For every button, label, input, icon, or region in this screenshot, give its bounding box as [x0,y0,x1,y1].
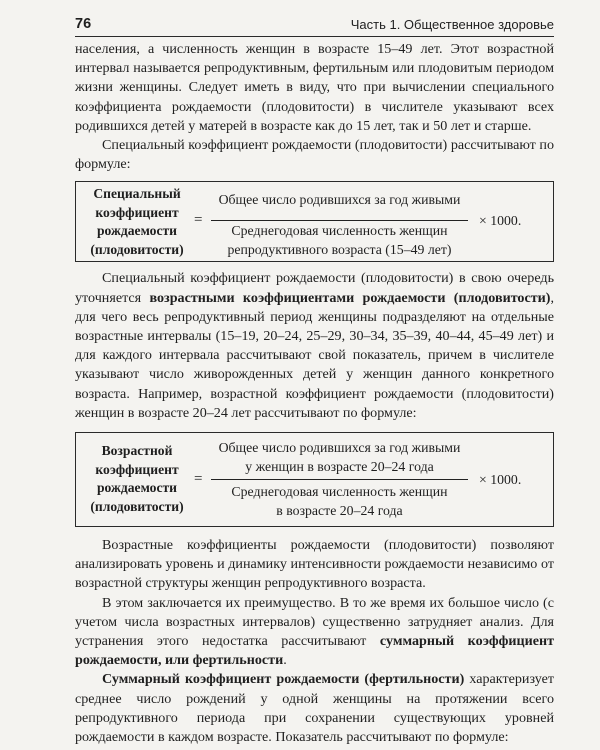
denominator-line: Среднегодовая численность женщин [231,484,448,500]
term-total-fertility-rate: суммарный коэффициент рождаемости, или фертильности [75,633,554,669]
denominator-line: Среднегодовая численность женщин [231,223,448,239]
formula-special-fertility-rate [75,181,554,262]
paragraph-age-specific-usage: Возрастные коэффициенты рождаемости (плодовитости) позволяют анализировать уровень и динамику интенсивности рождаемости независимо от возрастной структуры женщин репродуктивного возраста. [75,537,554,592]
paragraph-special-rate-intro: Специальный коэффициент рождаемости (плодовитости) рассчитывают по формуле: [75,137,554,173]
paragraph-total-fertility-rate [75,670,554,747]
multiplier: × 1000. [479,472,522,488]
text-run: В этом заключается их преимущество. В то же время их большое число (с учетом числа возрастных интервалов) существенно затрудняет анализ. Для устранения этого недостатка рассчитывают [75,594,554,650]
running-head: Часть 1. Общественное здоровье [350,17,554,32]
formula-age-specific-fertility-rate [75,432,554,527]
page-number: 76 [75,16,92,32]
equals-sign: = [194,212,203,229]
formula-label-line: коэффициент [95,461,179,477]
formula-label-line: Специальный [93,186,181,202]
text-run: характеризует среднее число рождений у одной женщины на протяжении всего репродуктивного периода при сохранении существующих уровней рождаемости в каждом возрасте. Показатель рассчитывают по формуле: [75,671,554,746]
term-total-fertility-rate-heading: Суммарный коэффициент рождаемости (фертильности) [102,671,465,688]
formula-label-line: Возрастной [101,443,173,459]
numerator-line: Общее число родившихся за год живыми [218,440,461,456]
formula-label-line: коэффициент [95,204,179,220]
paragraph-advantage [75,594,554,671]
formula-numerator [211,191,468,210]
numerator-line: у женщин в возрасте 20–24 года [245,458,434,474]
text-run: Специальный коэффициент рождаемости (плодовитости) в свою очередь уточняется [75,270,554,306]
formula-denominator [211,222,468,259]
formula-denominator [211,483,468,520]
equals-sign: = [194,471,203,488]
formula-label-line: (плодовитости) [90,241,184,257]
formula-label-line: рождаемости [96,480,177,496]
denominator-line: репродуктивного возраста (15–49 лет) [227,241,452,257]
formula-label [82,185,192,259]
denominator-line: в возрасте 20–24 года [276,502,403,518]
multiplier: × 1000. [479,213,522,229]
formula-label-line: рождаемости [96,223,177,239]
paragraph-age-specific-rates [75,269,554,423]
term-age-specific-rates: возрастными коэффициентами рождаемости (плодовитости) [149,289,551,306]
text-run: , для чего весь репродуктивный период женщины подразделяют на отдельные возрастные интервалы (15–19, 20–24, 25–29, 30–34, 35–39, 40–44, 45–49 лет) и для каждого интервала рассчитывают свой показатель, причем в числителе указывают число живорожденных детей у женщин данного конкретного возраста. Например, возрастной коэффициент рождаемости (плодовитости) женщин в возрасте 20–24 лет рассчитывают по формуле: [75,289,554,421]
fraction-bar [211,220,468,221]
page-body [75,40,554,747]
formula-numerator [211,439,468,476]
formula-label [82,442,192,516]
numerator-line: Общее число родившихся за год живыми [218,192,461,208]
formula-label-line: (плодовитости) [90,498,184,514]
paragraph-continuation: населения, а численность женщин в возрасте 15–49 лет. Этот возрастной интервал называется репродуктивным, фертильным или плодовитым периодом жизни женщины. Следует иметь в виду, что при вычислении специального коэффициента рождаемости (плодовитости) в числителе указывают всех родившихся детей у матерей в возрасте как до 15 лет, так и 50 лет и старше. [75,41,554,134]
text-run: . [283,652,287,669]
fraction-bar [211,479,468,480]
page-header [75,14,554,37]
